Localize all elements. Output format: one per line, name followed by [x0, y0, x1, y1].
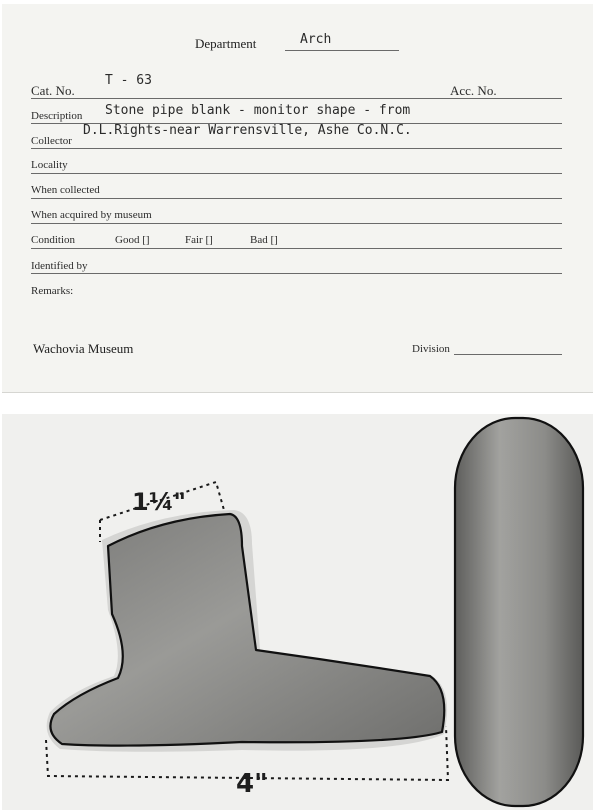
collector-line — [31, 148, 562, 149]
museum-name: Wachovia Museum — [33, 341, 134, 356]
when-collected-label: When collected — [31, 184, 100, 196]
cat-no-value: T - 63 — [105, 73, 152, 88]
department-label: Department — [195, 36, 257, 51]
pipe-top-view — [455, 418, 583, 806]
identified-by-line — [31, 273, 562, 274]
condition-label: Condition — [31, 234, 76, 246]
height-dimension-label: 1¼" — [132, 488, 187, 516]
cat-no-line — [31, 98, 562, 99]
department-underline — [285, 50, 399, 51]
acc-no-label: Acc. No. — [450, 83, 497, 98]
pipe-blank-sketch — [2, 414, 593, 810]
catalog-card — [2, 4, 593, 393]
cat-no-label: Cat. No. — [31, 83, 75, 98]
when-collected-line — [31, 198, 562, 199]
length-dimension-label: 4" — [236, 769, 268, 799]
collector-value: D.L.Rights-near Warrensville, Ashe Co.N.C. — [83, 123, 412, 138]
locality-line — [31, 173, 562, 174]
locality-label: Locality — [31, 159, 68, 171]
condition-fair-checkbox[interactable]: Fair [] — [185, 234, 213, 246]
condition-good-checkbox[interactable]: Good [] — [115, 234, 150, 246]
description-value: Stone pipe blank - monitor shape - from — [105, 103, 411, 118]
collector-label: Collector — [31, 135, 72, 147]
remarks-label: Remarks: — [31, 285, 74, 297]
department-value: Arch — [300, 32, 332, 47]
description-label: Description — [31, 110, 83, 122]
division-line — [454, 354, 562, 355]
condition-bad-checkbox[interactable]: Bad [] — [250, 234, 278, 246]
condition-line — [31, 248, 562, 249]
when-acquired-label: When acquired by museum — [31, 209, 152, 221]
division-label: Division — [412, 343, 450, 355]
identified-by-label: Identified by — [31, 260, 88, 272]
when-acquired-line — [31, 223, 562, 224]
sketch-card — [2, 414, 593, 810]
